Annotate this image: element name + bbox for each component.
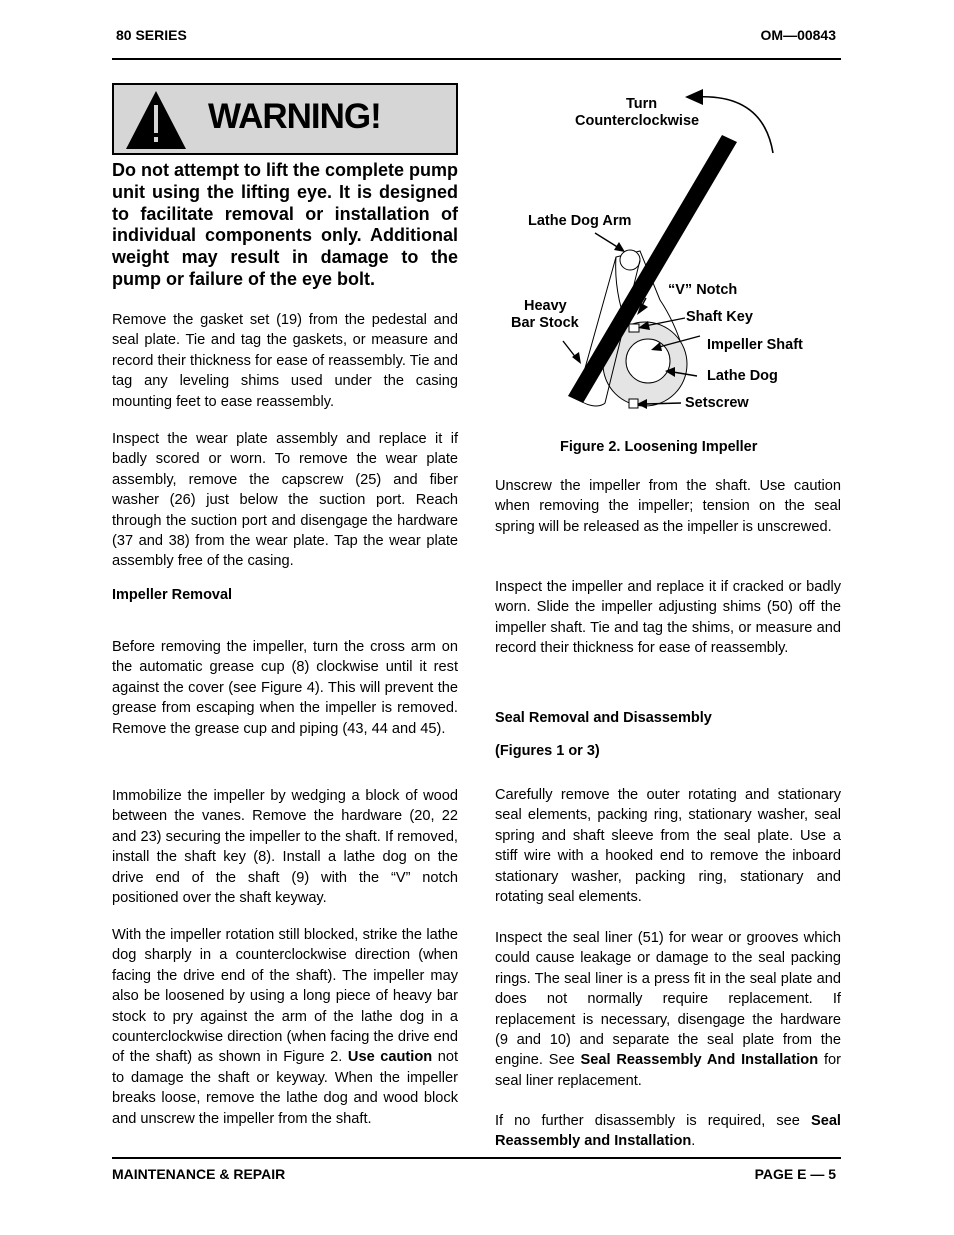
setscrew	[629, 399, 638, 408]
lathe-dog-arm-end	[620, 250, 640, 270]
label-bar-stock: Bar Stock	[511, 315, 579, 331]
label-shaft-key: Shaft Key	[686, 309, 753, 325]
label-lathe-dog: Lathe Dog	[707, 368, 778, 384]
lathe-dog-text-end: not to damage the shaft or keyway. When the impeller breaks loose, remove the lathe dog and wood block and unscrew the impeller from the shaft.	[112, 1049, 459, 1127]
seal-reassembly-reference: Seal Reassembly And Installation	[580, 1052, 819, 1069]
footer-page: PAGE E — 5	[754, 1166, 836, 1182]
seal-liner-text: Inspect the seal liner (51) for wear or grooves which could cause leakage or damage to the seal packing rings. The seal liner is a press fit in the seal plate and does not normally require replacement. If replacement is necessary, disengage the hardware (9 and 10) and separate the seal plate from the engine. See	[495, 930, 841, 1069]
paragraph-wear-plate: Inspect the wear plate assembly and replace it if badly scored or worn. To remove the wear plate assembly, remove the capscrew (25) and fiber washer (26) just below the suction port. Reach through the suction port and disengage the hardware (37 and 38) from the wear plate. Tap the wear plate assembly free of the casing.	[112, 431, 458, 570]
figure-caption: Figure 2. Loosening Impeller	[560, 439, 758, 455]
header-rule	[112, 58, 841, 60]
footer-section: MAINTENANCE & REPAIR	[112, 1166, 286, 1182]
label-setscrew: Setscrew	[685, 395, 749, 411]
seal-liner-text-end: for seal liner replacement.	[495, 1052, 841, 1089]
paragraph-immobilize: Immobilize the impeller by wedging a block of wood between the vanes. Remove the hardware (20, 22 and 23) securing the impeller to the shaft. If removed, install the shaft key (8). Install a lathe dog on the drive end of the shaft (9) with the “V” notch positioned over the shaft keyway.	[112, 788, 458, 907]
seal-reassembly-reference-2: Seal Reassembly and Installation	[495, 1113, 841, 1150]
paragraph-seal-elements: Carefully remove the outer rotating and stationary seal elements, packing ring, stationary washer, seal spring and shaft sleeve from the seal plate. Use a stiff wire with a hooked end to remove the inboard stationary washer, packing ring, stationary and rotating seal elements.	[495, 787, 841, 906]
use-caution-text: Use caution	[347, 1049, 433, 1066]
paragraph-further-disassembly	[495, 1111, 841, 1152]
paragraph-lathe-dog	[112, 925, 458, 1129]
label-lathe-dog-arm: Lathe Dog Arm	[528, 213, 632, 229]
label-impeller-shaft: Impeller Shaft	[707, 337, 803, 353]
paragraph-unscrew: Unscrew the impeller from the shaft. Use caution when removing the impeller; tension on the seal spring will be released as the impeller is unscrewed.	[495, 478, 841, 535]
label-turn: Turn	[626, 96, 658, 112]
label-counterclockwise: Counterclockwise	[575, 113, 700, 129]
paragraph-seal-liner	[495, 928, 841, 1091]
footer-rule	[112, 1157, 841, 1159]
paragraph-grease-cup: Before removing the impeller, turn the cross arm on the automatic grease cup (8) clockwise until it rest against the cover (see Figure 4). This will prevent the grease from escaping when the impeller is removed. Remove the grease cup and piping (43, 44 and 45).	[112, 639, 458, 737]
header-series: 80 SERIES	[116, 27, 187, 43]
further-text-end: .	[691, 1133, 696, 1150]
leader-lathe-dog-arm	[595, 233, 619, 248]
warning-banner	[112, 83, 458, 155]
warning-title: WARNING!	[208, 97, 381, 136]
header-doc-number: OM—00843	[760, 27, 836, 43]
leader-setscrew	[645, 403, 681, 404]
label-v-notch: “V” Notch	[668, 282, 738, 298]
rotation-arrowhead	[685, 89, 703, 105]
heading-impeller-removal: Impeller Removal	[112, 587, 233, 603]
shaft-key	[629, 324, 639, 332]
paragraph-gasket: Remove the gasket set (19) from the pedestal and seal plate. Tie and tag the gaskets, or measure and record their thickness for ease of reassembly. Tie and tag any leveling shims used under the casing mounting feet to ease reassembly.	[112, 312, 458, 410]
label-heavy: Heavy	[524, 298, 567, 314]
warning-text: Do not attempt to lift the complete pump unit using the lifting eye. It is designed to facilitate removal or installation of individual components only. Additional weight may result in damage to the pump or failure of the eye bolt.	[112, 160, 458, 289]
figure-loosening-impeller	[495, 85, 841, 425]
paragraph-inspect-impeller: Inspect the impeller and replace it if cracked or badly worn. Slide the impeller adjusting shims (50) off the impeller shaft. Tie and tag the shims, or measure and record their thickness for ease of reassembly.	[495, 579, 841, 657]
heading-figures: (Figures 1 or 3)	[495, 743, 600, 759]
lathe-dog-text: With the impeller rotation still blocked, strike the lathe dog sharply in a counterclockwise direction (when facing the drive end of the shaft). The impeller may also be loosened by using a long piece of heavy bar stock to pry against the arm of the lathe dog in a counterclockwise direction (when facing the drive end of the shaft) as shown in Figure 2.	[112, 927, 458, 1066]
further-text: If no further disassembly is required, see	[495, 1113, 811, 1129]
heading-seal-removal: Seal Removal and Disassembly	[495, 710, 712, 726]
